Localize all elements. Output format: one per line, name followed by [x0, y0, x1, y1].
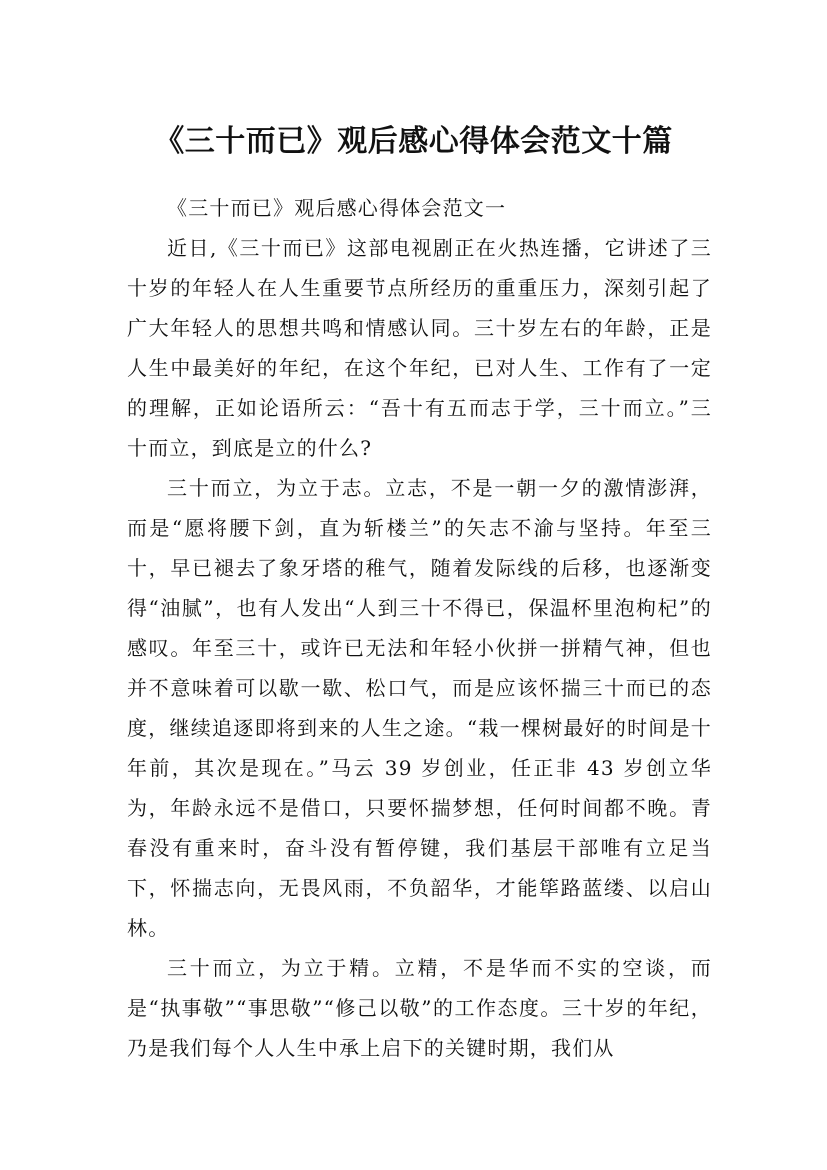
document-title: 《三十而已》观后感心得体会范文十篇: [154, 124, 673, 160]
document-body: [127, 188, 712, 1068]
paragraph-1: 近日,《三十而已》这部电视剧正在火热连播，它讲述了三十岁的年轻人在人生重要节点所经历的重重压力，深刻引起了广大年轻人的思想共鸣和情感认同。三十岁左右的年龄，正是人生中最美好的年纪，在这个年纪，已对人生、工作有了一定的理解，正如论语所云：“吾十有五而志于学，三十而立。”三十而立，到底是立的什么?: [127, 236, 712, 460]
paragraph-3: 三十而立，为立于精。立精，不是华而不实的空谈，而是“执事敬”“事思敬”“修己以敬”的工作态度。三十岁的年纪，乃是我们每个人人生中承上启下的关键时期，我们从: [127, 956, 712, 1060]
section-heading: 《三十而已》观后感心得体会范文一: [167, 196, 507, 220]
paragraph-2: 三十而立，为立于志。立志，不是一朝一夕的激情澎湃，而是“愿将腰下剑，直为斩楼兰”的矢志不渝与坚持。年至三十，早已褪去了象牙塔的稚气，随着发际线的后移，也逐渐变得“油腻”，也有人发出“人到三十不得已，保温杯里泡枸杞”的感叹。年至三十，或许已无法和年轻小伙拼一拼精气神，但也并不意味着可以歇一歇、松口气，而是应该怀揣三十而已的态度，继续追逐即将到来的人生之途。“栽一棵树最好的时间是十年前，其次是现在。”马云 39 岁创业，任正非 43 岁创立华为，年龄永远不是借口，只要怀揣梦想，任何时间都不晚。青春没有重来时，奋斗没有暂停键，我们基层干部唯有立足当下，怀揣志向，无畏风雨，不负韶华，才能筚路蓝缕、以启山林。: [127, 476, 712, 940]
